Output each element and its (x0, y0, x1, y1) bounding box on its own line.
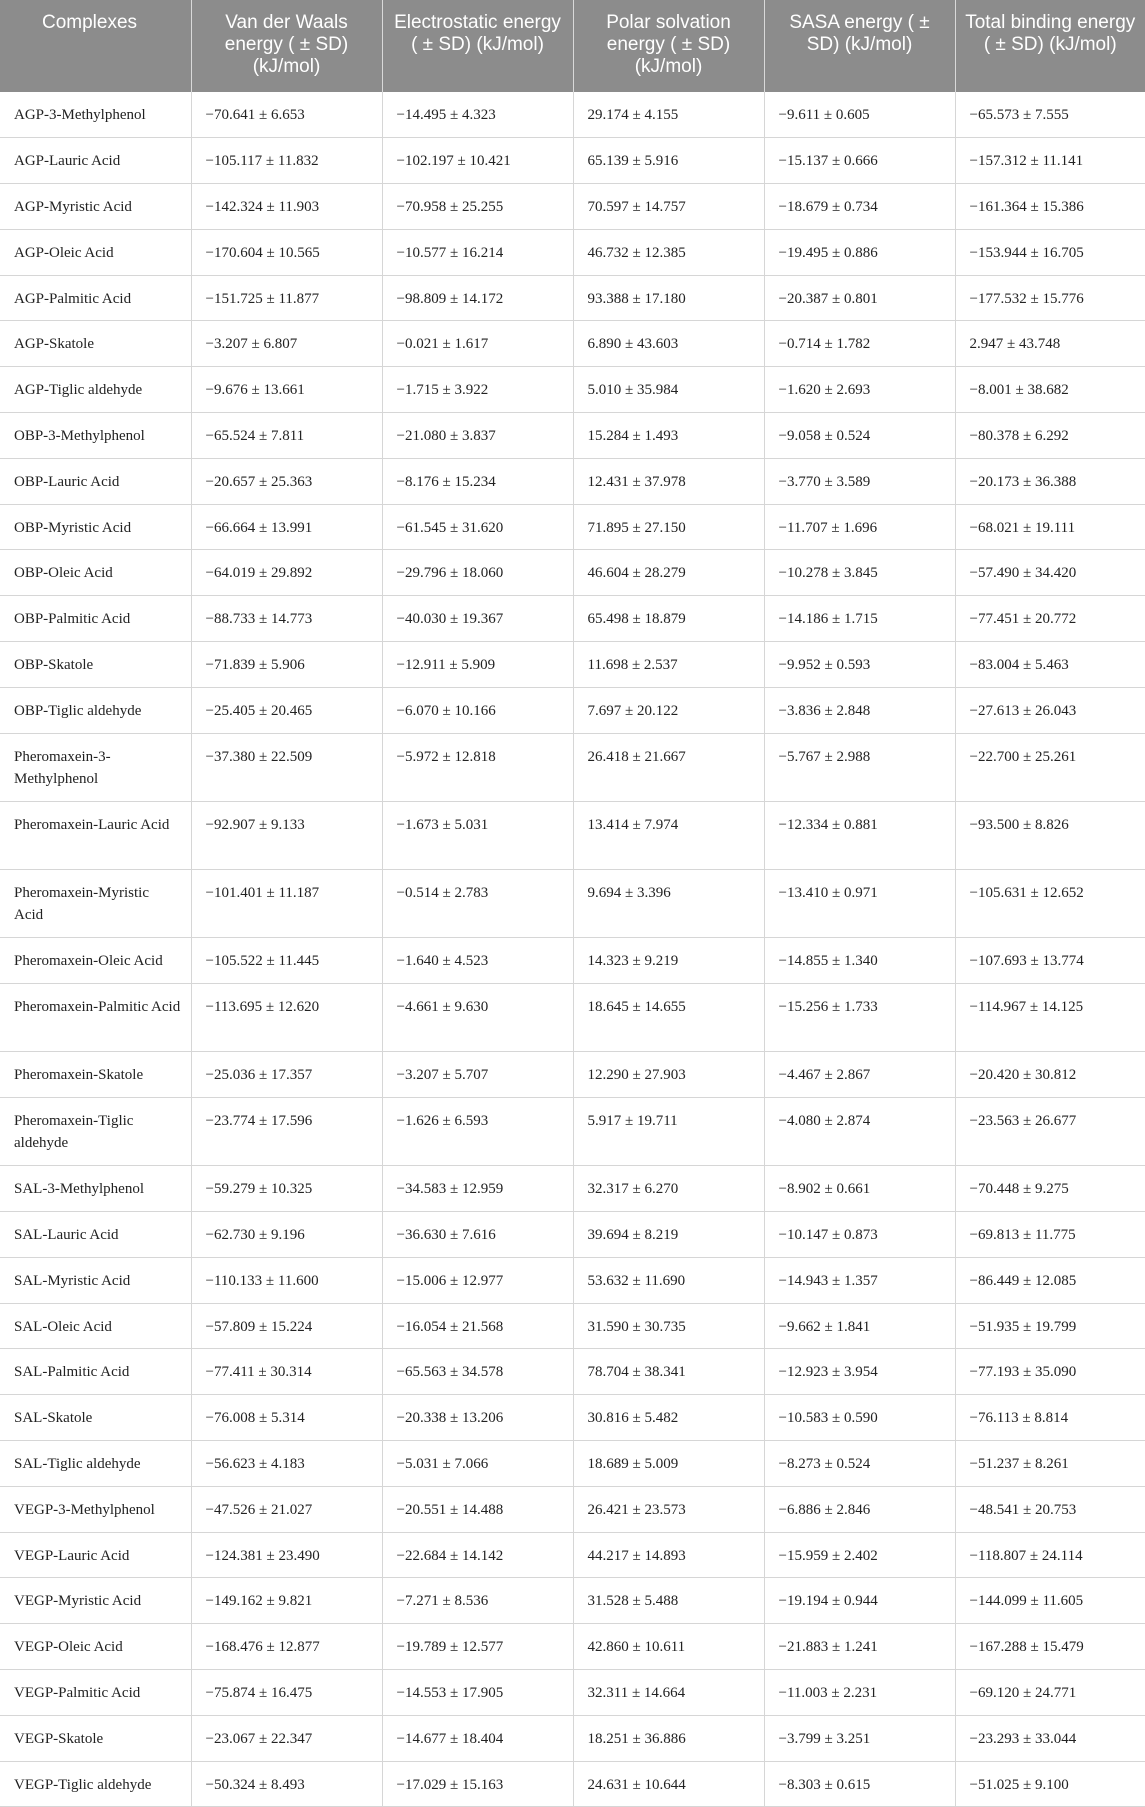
polar-solvation-cell: 78.704 ± 38.341 (573, 1349, 764, 1395)
table-row (0, 321, 1145, 367)
sasa-cell: −12.923 ± 3.954 (764, 1349, 955, 1395)
vdw-cell: −105.117 ± 11.832 (191, 138, 382, 184)
table-row (0, 458, 1145, 504)
total-binding-cell: −77.193 ± 35.090 (955, 1349, 1145, 1395)
table-row (0, 367, 1145, 413)
total-binding-cell: −23.563 ± 26.677 (955, 1098, 1145, 1166)
complex-cell: AGP-Skatole (0, 321, 191, 367)
sasa-cell: −8.273 ± 0.524 (764, 1440, 955, 1486)
vdw-cell: −170.604 ± 10.565 (191, 229, 382, 275)
header-row (0, 0, 1145, 92)
complex-cell: OBP-Palmitic Acid (0, 596, 191, 642)
sasa-cell: −8.303 ± 0.615 (764, 1761, 955, 1807)
polar-solvation-cell: 24.631 ± 10.644 (573, 1761, 764, 1807)
sasa-cell: −19.495 ± 0.886 (764, 229, 955, 275)
complex-cell: VEGP-Myristic Acid (0, 1578, 191, 1624)
complex-cell: AGP-Palmitic Acid (0, 275, 191, 321)
sasa-cell: −21.883 ± 1.241 (764, 1624, 955, 1670)
polar-solvation-cell: 18.689 ± 5.009 (573, 1440, 764, 1486)
sasa-cell: −0.714 ± 1.782 (764, 321, 955, 367)
complex-cell: VEGP-3-Methylphenol (0, 1486, 191, 1532)
total-binding-cell: −69.813 ± 11.775 (955, 1211, 1145, 1257)
total-binding-cell: −65.573 ± 7.555 (955, 92, 1145, 138)
table-row (0, 870, 1145, 938)
electrostatic-cell: −5.972 ± 12.818 (382, 733, 573, 801)
polar-solvation-cell: 65.139 ± 5.916 (573, 138, 764, 184)
electrostatic-cell: −1.640 ± 4.523 (382, 938, 573, 984)
vdw-cell: −88.733 ± 14.773 (191, 596, 382, 642)
polar-solvation-cell: 6.890 ± 43.603 (573, 321, 764, 367)
polar-solvation-cell: 12.290 ± 27.903 (573, 1052, 764, 1098)
polar-solvation-cell: 14.323 ± 9.219 (573, 938, 764, 984)
electrostatic-cell: −34.583 ± 12.959 (382, 1166, 573, 1212)
electrostatic-cell: −17.029 ± 15.163 (382, 1761, 573, 1807)
total-binding-cell: −83.004 ± 5.463 (955, 642, 1145, 688)
electrostatic-cell: −0.514 ± 2.783 (382, 870, 573, 938)
polar-solvation-cell: 32.317 ± 6.270 (573, 1166, 764, 1212)
electrostatic-cell: −14.553 ± 17.905 (382, 1669, 573, 1715)
electrostatic-cell: −1.626 ± 6.593 (382, 1098, 573, 1166)
table-row (0, 92, 1145, 138)
sasa-cell: −6.886 ± 2.846 (764, 1486, 955, 1532)
polar-solvation-cell: 31.590 ± 30.735 (573, 1303, 764, 1349)
polar-solvation-cell: 30.816 ± 5.482 (573, 1395, 764, 1441)
vdw-cell: −56.623 ± 4.183 (191, 1440, 382, 1486)
complex-cell: Pheromaxein-Palmitic Acid (0, 984, 191, 1052)
polar-solvation-cell: 13.414 ± 7.974 (573, 801, 764, 869)
complex-cell: OBP-Skatole (0, 642, 191, 688)
vdw-cell: −105.522 ± 11.445 (191, 938, 382, 984)
header-van-der-waals: Van der Waals energy ( ± SD) (kJ/mol) (191, 0, 382, 92)
electrostatic-cell: −102.197 ± 10.421 (382, 138, 573, 184)
total-binding-cell: −77.451 ± 20.772 (955, 596, 1145, 642)
complex-cell: VEGP-Tiglic aldehyde (0, 1761, 191, 1807)
sasa-cell: −10.147 ± 0.873 (764, 1211, 955, 1257)
vdw-cell: −110.133 ± 11.600 (191, 1257, 382, 1303)
complex-cell: AGP-3-Methylphenol (0, 92, 191, 138)
table-row (0, 275, 1145, 321)
vdw-cell: −101.401 ± 11.187 (191, 870, 382, 938)
header-sasa: SASA energy ( ± SD) (kJ/mol) (764, 0, 955, 92)
complex-cell: VEGP-Lauric Acid (0, 1532, 191, 1578)
vdw-cell: −76.008 ± 5.314 (191, 1395, 382, 1441)
vdw-cell: −25.405 ± 20.465 (191, 687, 382, 733)
polar-solvation-cell: 26.418 ± 21.667 (573, 733, 764, 801)
sasa-cell: −12.334 ± 0.881 (764, 801, 955, 869)
complex-cell: SAL-Palmitic Acid (0, 1349, 191, 1395)
table-row (0, 642, 1145, 688)
electrostatic-cell: −70.958 ± 25.255 (382, 184, 573, 230)
table-row (0, 550, 1145, 596)
polar-solvation-cell: 32.311 ± 14.664 (573, 1669, 764, 1715)
total-binding-cell: −70.448 ± 9.275 (955, 1166, 1145, 1212)
complex-cell: OBP-3-Methylphenol (0, 413, 191, 459)
total-binding-cell: −23.293 ± 33.044 (955, 1715, 1145, 1761)
total-binding-cell: −80.378 ± 6.292 (955, 413, 1145, 459)
electrostatic-cell: −65.563 ± 34.578 (382, 1349, 573, 1395)
table-row (0, 1715, 1145, 1761)
complex-cell: SAL-Myristic Acid (0, 1257, 191, 1303)
table-row (0, 1761, 1145, 1807)
vdw-cell: −75.874 ± 16.475 (191, 1669, 382, 1715)
electrostatic-cell: −14.495 ± 4.323 (382, 92, 573, 138)
electrostatic-cell: −14.677 ± 18.404 (382, 1715, 573, 1761)
vdw-cell: −3.207 ± 6.807 (191, 321, 382, 367)
table-row (0, 1098, 1145, 1166)
electrostatic-cell: −8.176 ± 15.234 (382, 458, 573, 504)
polar-solvation-cell: 71.895 ± 27.150 (573, 504, 764, 550)
total-binding-cell: −68.021 ± 19.111 (955, 504, 1145, 550)
polar-solvation-cell: 18.251 ± 36.886 (573, 1715, 764, 1761)
complex-cell: Pheromaxein-Oleic Acid (0, 938, 191, 984)
table-header (0, 0, 1145, 92)
electrostatic-cell: −22.684 ± 14.142 (382, 1532, 573, 1578)
sasa-cell: −5.767 ± 2.988 (764, 733, 955, 801)
vdw-cell: −47.526 ± 21.027 (191, 1486, 382, 1532)
vdw-cell: −23.774 ± 17.596 (191, 1098, 382, 1166)
electrostatic-cell: −16.054 ± 21.568 (382, 1303, 573, 1349)
vdw-cell: −25.036 ± 17.357 (191, 1052, 382, 1098)
header-complexes: Complexes (0, 0, 191, 92)
total-binding-cell: −57.490 ± 34.420 (955, 550, 1145, 596)
polar-solvation-cell: 5.010 ± 35.984 (573, 367, 764, 413)
sasa-cell: −11.707 ± 1.696 (764, 504, 955, 550)
total-binding-cell: −157.312 ± 11.141 (955, 138, 1145, 184)
table-row (0, 184, 1145, 230)
electrostatic-cell: −4.661 ± 9.630 (382, 984, 573, 1052)
total-binding-cell: −144.099 ± 11.605 (955, 1578, 1145, 1624)
sasa-cell: −14.855 ± 1.340 (764, 938, 955, 984)
table-row (0, 801, 1145, 869)
vdw-cell: −37.380 ± 22.509 (191, 733, 382, 801)
sasa-cell: −9.058 ± 0.524 (764, 413, 955, 459)
table-row (0, 1486, 1145, 1532)
table-row (0, 733, 1145, 801)
total-binding-cell: −167.288 ± 15.479 (955, 1624, 1145, 1670)
header-electrostatic: Electrostatic energy ( ± SD) (kJ/mol) (382, 0, 573, 92)
electrostatic-cell: −6.070 ± 10.166 (382, 687, 573, 733)
table-row (0, 1624, 1145, 1670)
electrostatic-cell: −29.796 ± 18.060 (382, 550, 573, 596)
complex-cell: SAL-Skatole (0, 1395, 191, 1441)
complex-cell: SAL-Lauric Acid (0, 1211, 191, 1257)
total-binding-cell: −27.613 ± 26.043 (955, 687, 1145, 733)
polar-solvation-cell: 46.732 ± 12.385 (573, 229, 764, 275)
complex-cell: Pheromaxein-Lauric Acid (0, 801, 191, 869)
vdw-cell: −59.279 ± 10.325 (191, 1166, 382, 1212)
polar-solvation-cell: 44.217 ± 14.893 (573, 1532, 764, 1578)
electrostatic-cell: −20.551 ± 14.488 (382, 1486, 573, 1532)
total-binding-cell: −114.967 ± 14.125 (955, 984, 1145, 1052)
electrostatic-cell: −1.673 ± 5.031 (382, 801, 573, 869)
complex-cell: OBP-Lauric Acid (0, 458, 191, 504)
table-row (0, 1395, 1145, 1441)
sasa-cell: −10.583 ± 0.590 (764, 1395, 955, 1441)
table-row (0, 1052, 1145, 1098)
electrostatic-cell: −5.031 ± 7.066 (382, 1440, 573, 1486)
table-row (0, 138, 1145, 184)
sasa-cell: −11.003 ± 2.231 (764, 1669, 955, 1715)
electrostatic-cell: −98.809 ± 14.172 (382, 275, 573, 321)
complex-cell: Pheromaxein-3-Methylphenol (0, 733, 191, 801)
sasa-cell: −8.902 ± 0.661 (764, 1166, 955, 1212)
electrostatic-cell: −12.911 ± 5.909 (382, 642, 573, 688)
total-binding-cell: −177.532 ± 15.776 (955, 275, 1145, 321)
sasa-cell: −19.194 ± 0.944 (764, 1578, 955, 1624)
total-binding-cell: −76.113 ± 8.814 (955, 1395, 1145, 1441)
electrostatic-cell: −15.006 ± 12.977 (382, 1257, 573, 1303)
complex-cell: AGP-Lauric Acid (0, 138, 191, 184)
sasa-cell: −14.186 ± 1.715 (764, 596, 955, 642)
complex-cell: AGP-Oleic Acid (0, 229, 191, 275)
total-binding-cell: −8.001 ± 38.682 (955, 367, 1145, 413)
electrostatic-cell: −61.545 ± 31.620 (382, 504, 573, 550)
complex-cell: AGP-Tiglic aldehyde (0, 367, 191, 413)
electrostatic-cell: −36.630 ± 7.616 (382, 1211, 573, 1257)
complex-cell: VEGP-Skatole (0, 1715, 191, 1761)
sasa-cell: −14.943 ± 1.357 (764, 1257, 955, 1303)
electrostatic-cell: −0.021 ± 1.617 (382, 321, 573, 367)
vdw-cell: −50.324 ± 8.493 (191, 1761, 382, 1807)
polar-solvation-cell: 18.645 ± 14.655 (573, 984, 764, 1052)
polar-solvation-cell: 15.284 ± 1.493 (573, 413, 764, 459)
polar-solvation-cell: 11.698 ± 2.537 (573, 642, 764, 688)
vdw-cell: −9.676 ± 13.661 (191, 367, 382, 413)
complex-cell: Pheromaxein-Tiglic aldehyde (0, 1098, 191, 1166)
sasa-cell: −13.410 ± 0.971 (764, 870, 955, 938)
vdw-cell: −142.324 ± 11.903 (191, 184, 382, 230)
table-row (0, 504, 1145, 550)
complex-cell: VEGP-Palmitic Acid (0, 1669, 191, 1715)
complex-cell: SAL-Oleic Acid (0, 1303, 191, 1349)
sasa-cell: −3.770 ± 3.589 (764, 458, 955, 504)
complex-cell: OBP-Tiglic aldehyde (0, 687, 191, 733)
sasa-cell: −4.467 ± 2.867 (764, 1052, 955, 1098)
header-total-binding: Total binding energy ( ± SD) (kJ/mol) (955, 0, 1145, 92)
sasa-cell: −1.620 ± 2.693 (764, 367, 955, 413)
total-binding-cell: −107.693 ± 13.774 (955, 938, 1145, 984)
total-binding-cell: −20.173 ± 36.388 (955, 458, 1145, 504)
complex-cell: AGP-Myristic Acid (0, 184, 191, 230)
total-binding-cell: −118.807 ± 24.114 (955, 1532, 1145, 1578)
total-binding-cell: −51.935 ± 19.799 (955, 1303, 1145, 1349)
vdw-cell: −66.664 ± 13.991 (191, 504, 382, 550)
table-row (0, 1303, 1145, 1349)
sasa-cell: −3.836 ± 2.848 (764, 687, 955, 733)
table-row (0, 1349, 1145, 1395)
sasa-cell: −15.137 ± 0.666 (764, 138, 955, 184)
vdw-cell: −23.067 ± 22.347 (191, 1715, 382, 1761)
vdw-cell: −70.641 ± 6.653 (191, 92, 382, 138)
sasa-cell: −9.611 ± 0.605 (764, 92, 955, 138)
table-row (0, 1257, 1145, 1303)
electrostatic-cell: −21.080 ± 3.837 (382, 413, 573, 459)
table-row (0, 1166, 1145, 1212)
total-binding-cell: −69.120 ± 24.771 (955, 1669, 1145, 1715)
polar-solvation-cell: 31.528 ± 5.488 (573, 1578, 764, 1624)
table-row (0, 1578, 1145, 1624)
table-row (0, 413, 1145, 459)
sasa-cell: −4.080 ± 2.874 (764, 1098, 955, 1166)
complex-cell: VEGP-Oleic Acid (0, 1624, 191, 1670)
complex-cell: Pheromaxein-Myristic Acid (0, 870, 191, 938)
complex-cell: OBP-Oleic Acid (0, 550, 191, 596)
sasa-cell: −9.662 ± 1.841 (764, 1303, 955, 1349)
vdw-cell: −71.839 ± 5.906 (191, 642, 382, 688)
polar-solvation-cell: 65.498 ± 18.879 (573, 596, 764, 642)
polar-solvation-cell: 70.597 ± 14.757 (573, 184, 764, 230)
electrostatic-cell: −3.207 ± 5.707 (382, 1052, 573, 1098)
complex-cell: Pheromaxein-Skatole (0, 1052, 191, 1098)
sasa-cell: −9.952 ± 0.593 (764, 642, 955, 688)
table-row (0, 984, 1145, 1052)
electrostatic-cell: −19.789 ± 12.577 (382, 1624, 573, 1670)
vdw-cell: −113.695 ± 12.620 (191, 984, 382, 1052)
table-row (0, 1211, 1145, 1257)
total-binding-cell: −153.944 ± 16.705 (955, 229, 1145, 275)
polar-solvation-cell: 53.632 ± 11.690 (573, 1257, 764, 1303)
vdw-cell: −64.019 ± 29.892 (191, 550, 382, 596)
total-binding-cell: −105.631 ± 12.652 (955, 870, 1145, 938)
total-binding-cell: −48.541 ± 20.753 (955, 1486, 1145, 1532)
vdw-cell: −77.411 ± 30.314 (191, 1349, 382, 1395)
polar-solvation-cell: 7.697 ± 20.122 (573, 687, 764, 733)
electrostatic-cell: −10.577 ± 16.214 (382, 229, 573, 275)
sasa-cell: −18.679 ± 0.734 (764, 184, 955, 230)
table-row (0, 1532, 1145, 1578)
complex-cell: SAL-Tiglic aldehyde (0, 1440, 191, 1486)
polar-solvation-cell: 39.694 ± 8.219 (573, 1211, 764, 1257)
table-row (0, 229, 1145, 275)
total-binding-cell: −51.025 ± 9.100 (955, 1761, 1145, 1807)
total-binding-cell: −51.237 ± 8.261 (955, 1440, 1145, 1486)
vdw-cell: −149.162 ± 9.821 (191, 1578, 382, 1624)
total-binding-cell: −20.420 ± 30.812 (955, 1052, 1145, 1098)
sasa-cell: −3.799 ± 3.251 (764, 1715, 955, 1761)
table-row (0, 687, 1145, 733)
total-binding-cell: −22.700 ± 25.261 (955, 733, 1145, 801)
header-polar-solvation: Polar solvation energy ( ± SD) (kJ/mol) (573, 0, 764, 92)
vdw-cell: −151.725 ± 11.877 (191, 275, 382, 321)
table-body (0, 92, 1145, 1807)
polar-solvation-cell: 29.174 ± 4.155 (573, 92, 764, 138)
table-row (0, 1669, 1145, 1715)
sasa-cell: −15.256 ± 1.733 (764, 984, 955, 1052)
vdw-cell: −168.476 ± 12.877 (191, 1624, 382, 1670)
vdw-cell: −124.381 ± 23.490 (191, 1532, 382, 1578)
polar-solvation-cell: 93.388 ± 17.180 (573, 275, 764, 321)
vdw-cell: −65.524 ± 7.811 (191, 413, 382, 459)
polar-solvation-cell: 5.917 ± 19.711 (573, 1098, 764, 1166)
polar-solvation-cell: 26.421 ± 23.573 (573, 1486, 764, 1532)
electrostatic-cell: −1.715 ± 3.922 (382, 367, 573, 413)
vdw-cell: −62.730 ± 9.196 (191, 1211, 382, 1257)
polar-solvation-cell: 12.431 ± 37.978 (573, 458, 764, 504)
electrostatic-cell: −20.338 ± 13.206 (382, 1395, 573, 1441)
sasa-cell: −15.959 ± 2.402 (764, 1532, 955, 1578)
total-binding-cell: −86.449 ± 12.085 (955, 1257, 1145, 1303)
total-binding-cell: −161.364 ± 15.386 (955, 184, 1145, 230)
complex-cell: OBP-Myristic Acid (0, 504, 191, 550)
sasa-cell: −10.278 ± 3.845 (764, 550, 955, 596)
total-binding-cell: 2.947 ± 43.748 (955, 321, 1145, 367)
polar-solvation-cell: 9.694 ± 3.396 (573, 870, 764, 938)
polar-solvation-cell: 42.860 ± 10.611 (573, 1624, 764, 1670)
table-row (0, 596, 1145, 642)
table-row (0, 938, 1145, 984)
complex-cell: SAL-3-Methylphenol (0, 1166, 191, 1212)
electrostatic-cell: −40.030 ± 19.367 (382, 596, 573, 642)
vdw-cell: −92.907 ± 9.133 (191, 801, 382, 869)
table-row (0, 1440, 1145, 1486)
electrostatic-cell: −7.271 ± 8.536 (382, 1578, 573, 1624)
vdw-cell: −57.809 ± 15.224 (191, 1303, 382, 1349)
total-binding-cell: −93.500 ± 8.826 (955, 801, 1145, 869)
sasa-cell: −20.387 ± 0.801 (764, 275, 955, 321)
polar-solvation-cell: 46.604 ± 28.279 (573, 550, 764, 596)
vdw-cell: −20.657 ± 25.363 (191, 458, 382, 504)
